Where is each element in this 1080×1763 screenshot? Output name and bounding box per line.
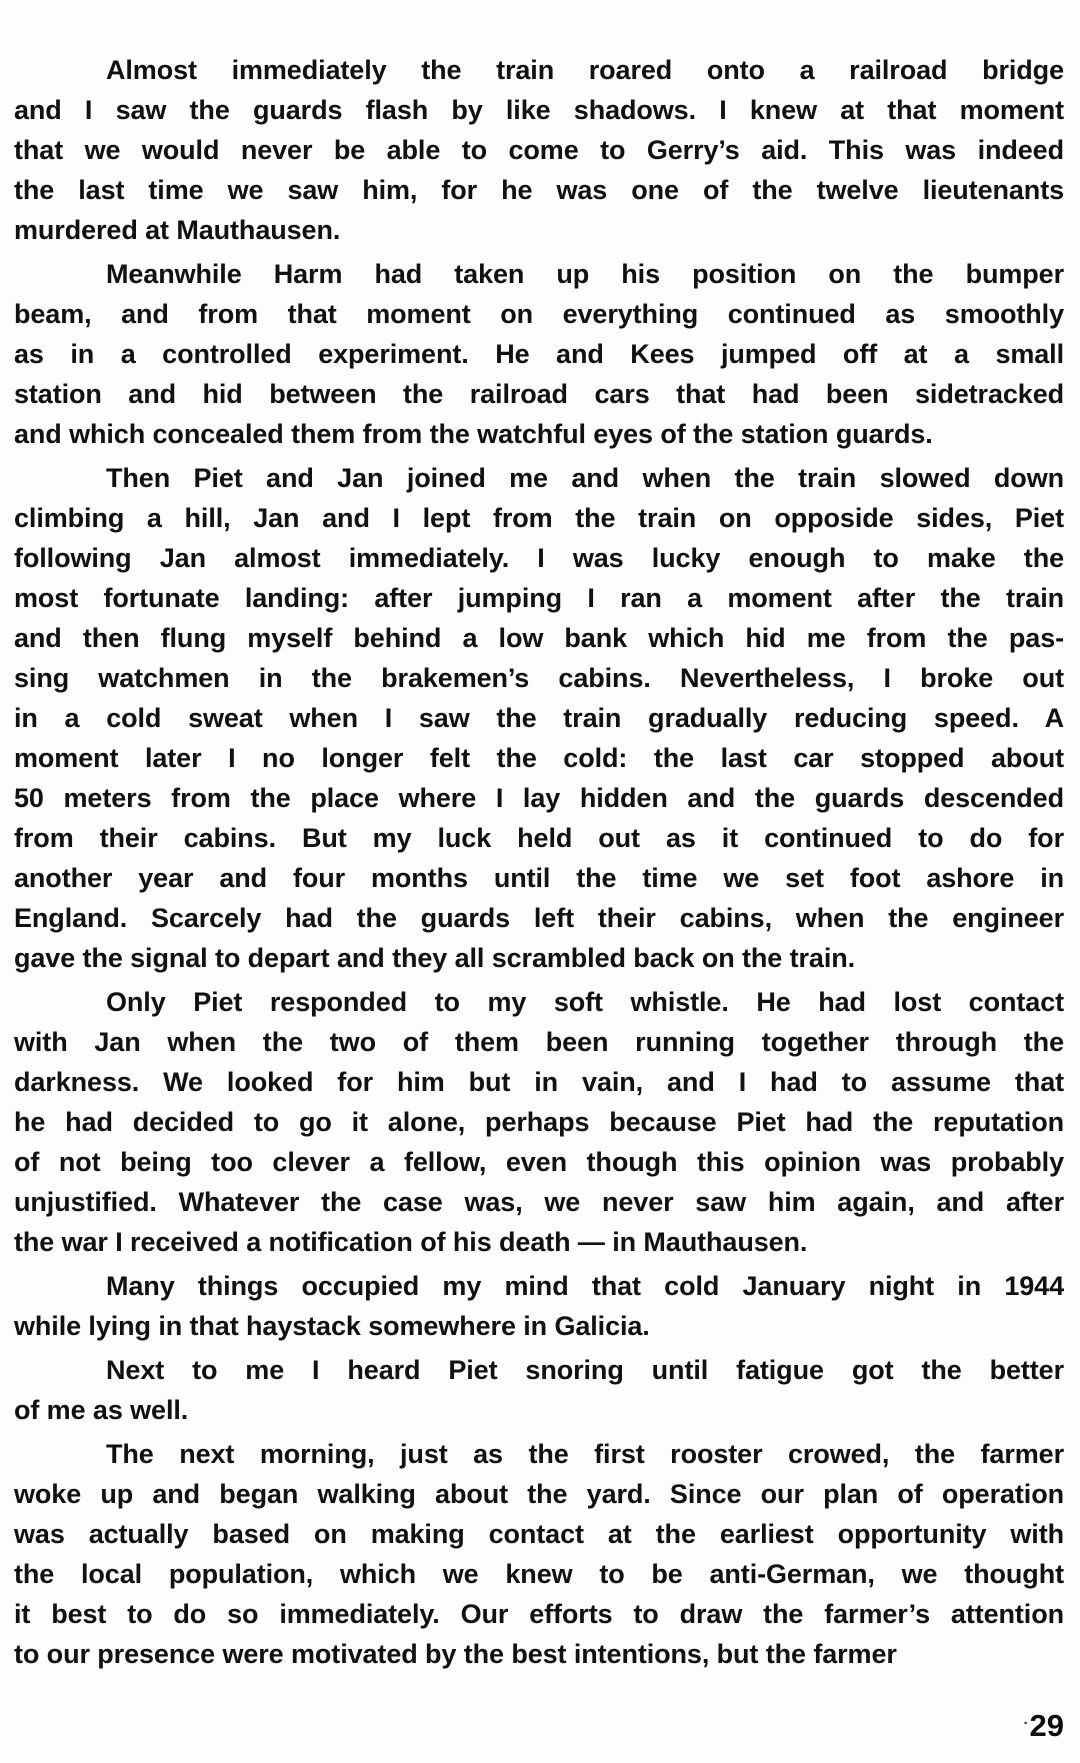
text-line: another year and four months until the time we set foot ashore in — [14, 863, 1064, 893]
text-line: with Jan when the two of them been running together through the — [14, 1027, 1064, 1057]
page-number-artifact-dot: · — [1023, 1715, 1029, 1732]
text-line: and I saw the guards flash by like shadows. I knew at that moment — [14, 95, 1064, 125]
page-footer — [14, 1704, 1064, 1747]
page-number: 29 — [1029, 1708, 1064, 1743]
text-line: climbing a hill, Jan and I lept from the train on opposide sides, Piet — [14, 503, 1064, 533]
text-line: The next morning, just as the first rooster crowed, the farmer — [106, 1439, 1064, 1469]
text-line: the war I received a notification of his death — in Mauthausen. — [14, 1227, 808, 1257]
text-line: following Jan almost immediately. I was lucky enough to make the — [14, 543, 1064, 573]
text-line: murdered at Mauthausen. — [14, 215, 341, 245]
text-line: Only Piet responded to my soft whistle. He had lost contact — [106, 987, 1064, 1017]
paragraph — [14, 1266, 1064, 1346]
text-line: in a cold sweat when I saw the train gradually reducing speed. A — [14, 703, 1064, 733]
text-line: most fortunate landing: after jumping I ran a moment after the train — [14, 583, 1064, 613]
text-line: was actually based on making contact at the earliest opportunity with — [14, 1519, 1064, 1549]
text-line: England. Scarcely had the guards left their cabins, when the engineer — [14, 903, 1064, 933]
text-line: of me as well. — [14, 1395, 189, 1425]
text-line: of not being too clever a fellow, even though this opinion was probably — [14, 1147, 1064, 1177]
text-line: the last time we saw him, for he was one of the twelve lieutenants — [14, 175, 1064, 205]
text-line: unjustified. Whatever the case was, we never saw him again, and after — [14, 1187, 1064, 1217]
text-line: gave the signal to depart and they all scrambled back on the train. — [14, 943, 856, 973]
text-line: beam, and from that moment on everything continued as smoothly — [14, 299, 1064, 329]
text-line: and which concealed them from the watchful eyes of the station guards. — [14, 419, 933, 449]
text-line: station and hid between the railroad cars that had been sidetracked — [14, 379, 1064, 409]
paragraph — [14, 1434, 1064, 1674]
text-line: Almost immediately the train roared onto a railroad bridge — [106, 55, 1064, 85]
paragraph — [14, 982, 1064, 1262]
text-line: sing watchmen in the brakemen’s cabins. Nevertheless, I broke out — [14, 663, 1064, 693]
text-line: woke up and began walking about the yard. Since our plan of operation — [14, 1479, 1064, 1509]
text-line: Next to me I heard Piet snoring until fatigue got the better — [106, 1355, 1064, 1385]
text-line: darkness. We looked for him but in vain, and I had to assume that — [14, 1067, 1064, 1097]
text-line: Meanwhile Harm had taken up his position on the bumper — [106, 259, 1064, 289]
text-line: the local population, which we knew to be anti-German, we thought — [14, 1559, 1064, 1589]
text-line: Then Piet and Jan joined me and when the train slowed down — [106, 463, 1064, 493]
paragraph — [14, 50, 1064, 250]
text-line: that we would never be able to come to Gerry’s aid. This was indeed — [14, 135, 1064, 165]
text-line: Many things occupied my mind that cold January night in 1944 — [106, 1271, 1064, 1301]
paragraph — [14, 1350, 1064, 1430]
text-line: he had decided to go it alone, perhaps because Piet had the reputation — [14, 1107, 1064, 1137]
text-line: while lying in that haystack somewhere in Galicia. — [14, 1311, 650, 1341]
text-line: as in a controlled experiment. He and Kees jumped off at a small — [14, 339, 1064, 369]
page-body — [14, 50, 1064, 1674]
text-line: moment later I no longer felt the cold: the last car stopped about — [14, 743, 1064, 773]
text-line: and then flung myself behind a low bank which hid me from the pas- — [14, 623, 1064, 653]
text-line: 50 meters from the place where I lay hidden and the guards descended — [14, 783, 1064, 813]
paragraph — [14, 254, 1064, 454]
paragraph — [14, 458, 1064, 978]
text-line: from their cabins. But my luck held out as it continued to do for — [14, 823, 1064, 853]
text-line: it best to do so immediately. Our efforts to draw the farmer’s attention — [14, 1599, 1064, 1629]
text-line: to our presence were motivated by the best intentions, but the farmer — [14, 1639, 897, 1669]
